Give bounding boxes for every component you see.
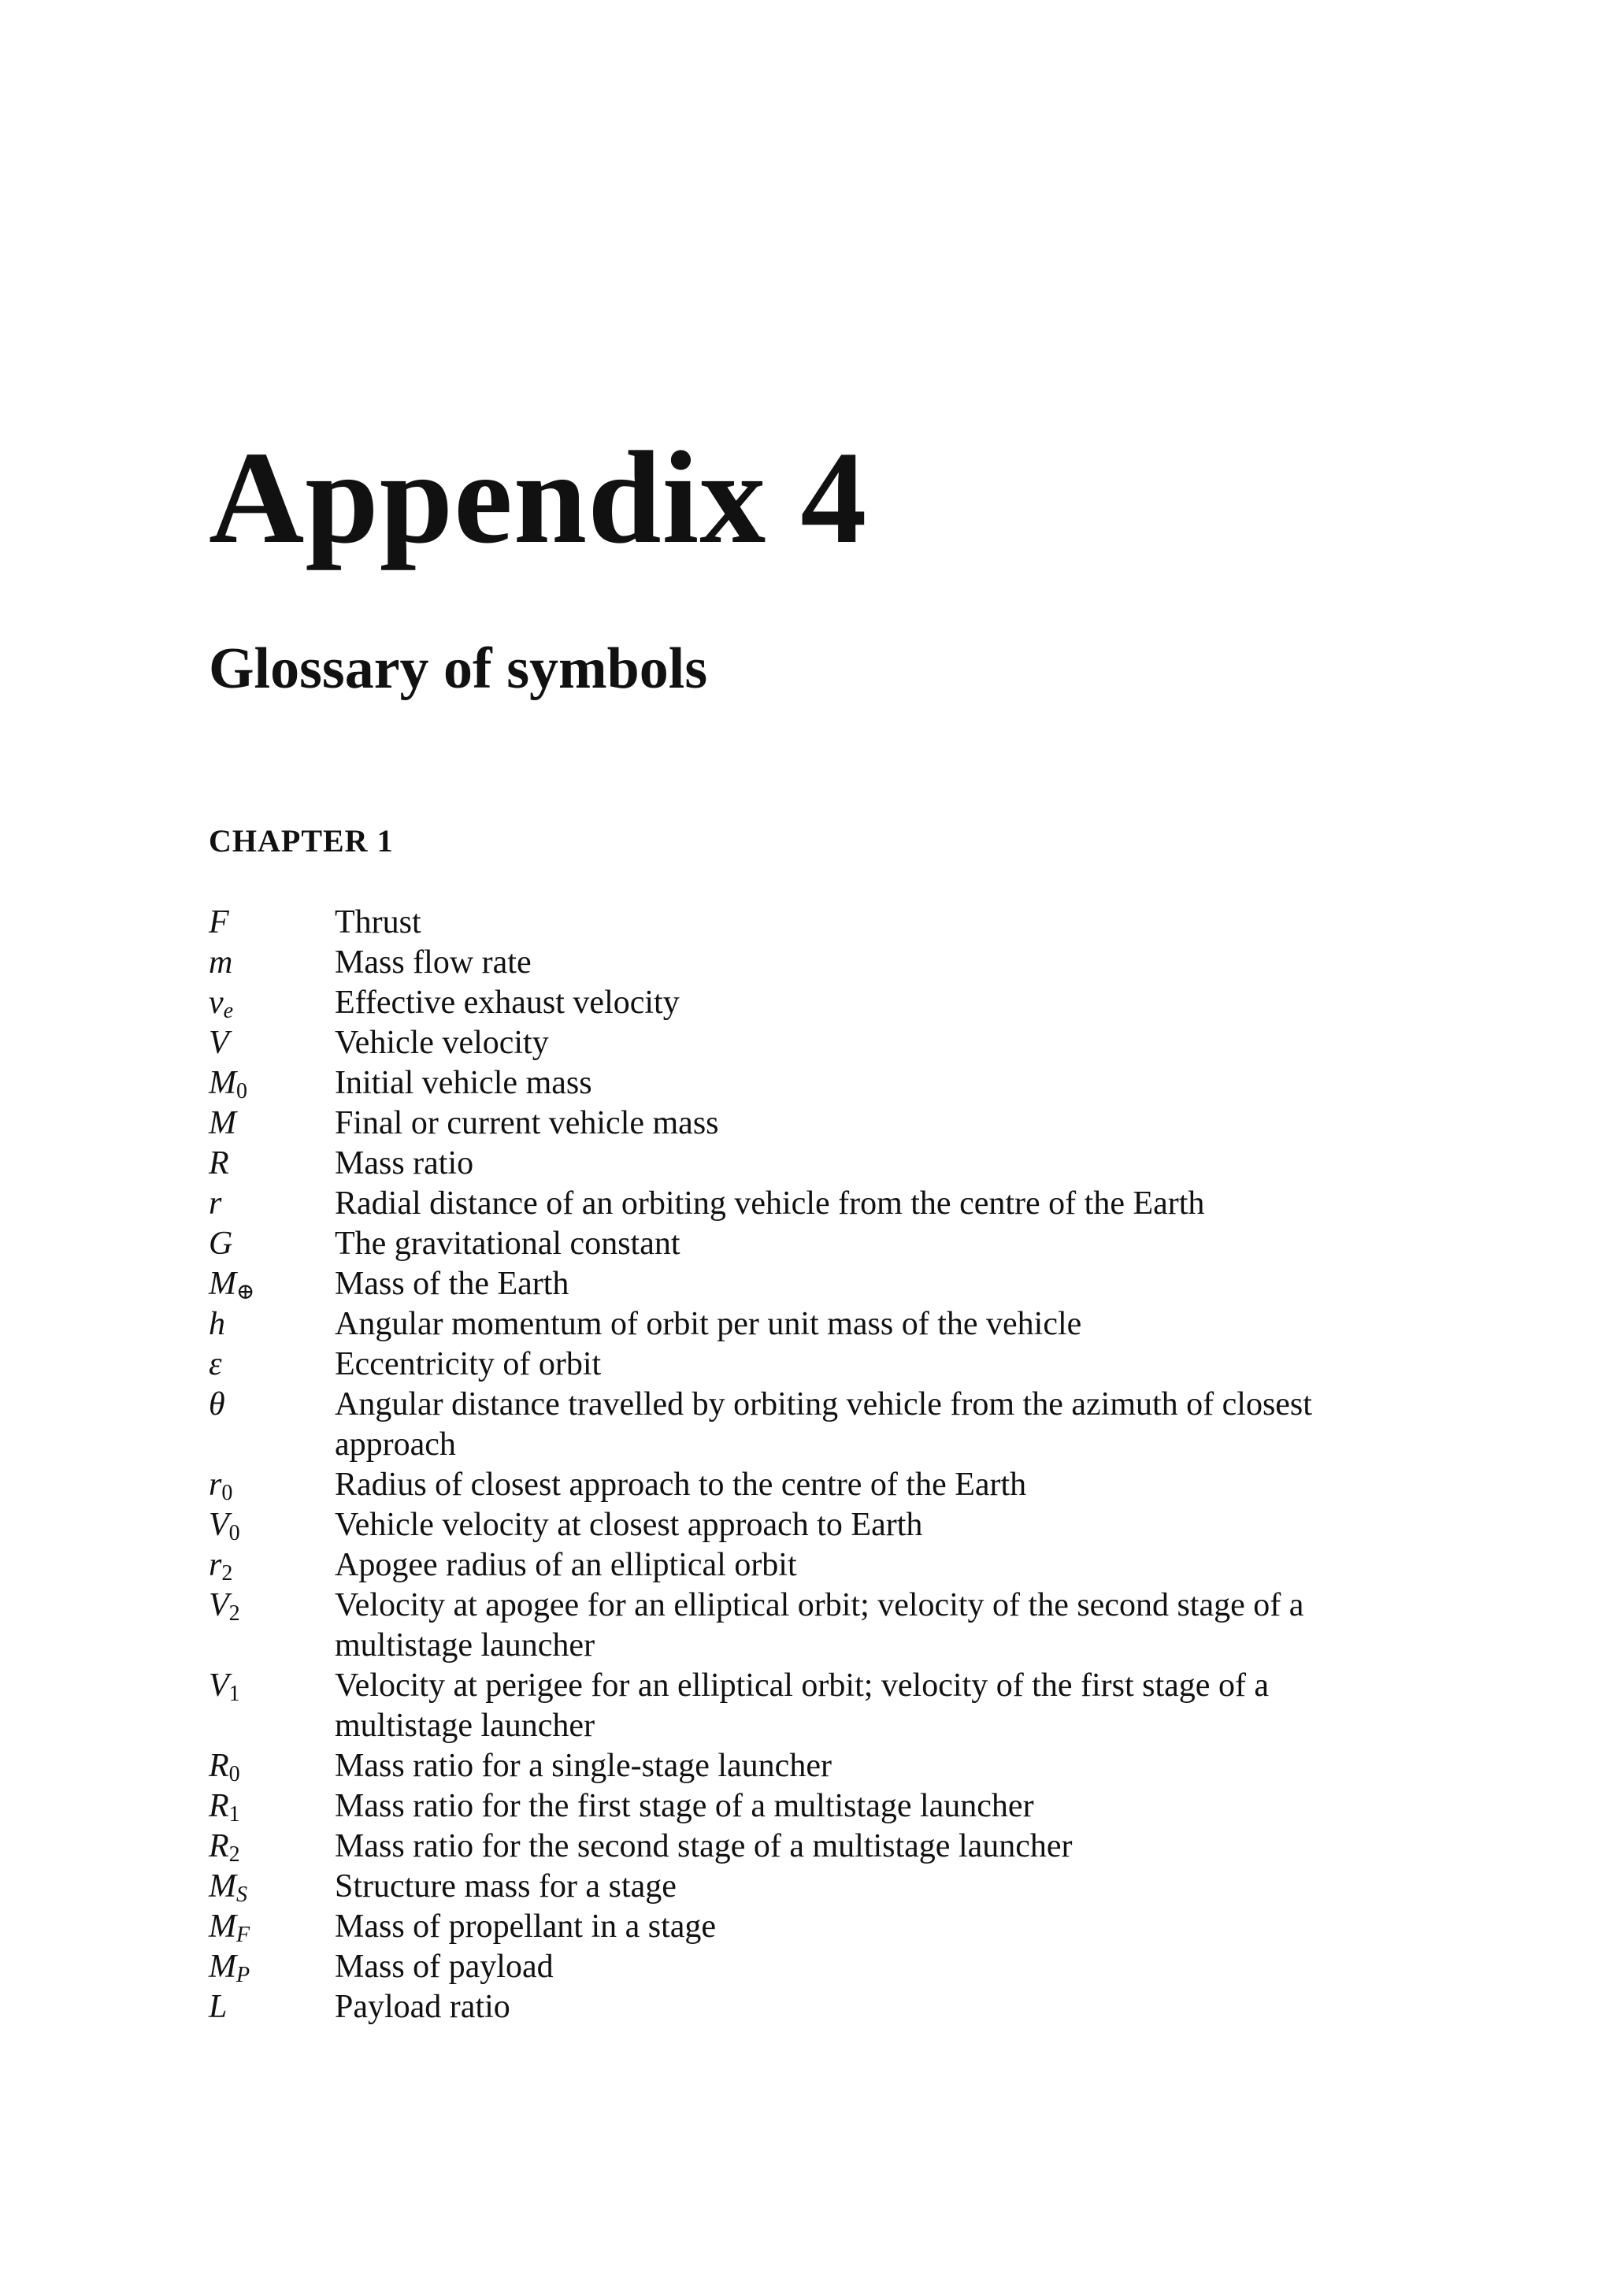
glossary-entry [209, 1063, 1390, 1103]
symbol-base: r [209, 1185, 222, 1222]
glossary-entry [209, 1867, 1390, 1907]
glossary-definition: Mass ratio for the second stage of a multistage launcher [335, 1828, 1073, 1864]
symbol-base: R [209, 1788, 229, 1824]
glossary-definition: Thrust [335, 904, 421, 940]
glossary-symbol [209, 1063, 335, 1103]
glossary-symbol [209, 1304, 335, 1345]
glossary-entry [209, 1586, 1390, 1666]
symbol-base: G [209, 1226, 233, 1262]
glossary-entry [209, 1264, 1390, 1304]
symbol-base: m [209, 944, 233, 981]
glossary-list [209, 903, 1390, 2027]
symbol-subscript: S [236, 1882, 247, 1907]
symbol-base: R [209, 1145, 229, 1181]
symbol-base: M [209, 1105, 236, 1141]
glossary-symbol [209, 1746, 335, 1786]
glossary-definition: Radius of closest approach to the centre of the Earth [335, 1467, 1027, 1503]
glossary-definition: Payload ratio [335, 1989, 510, 2025]
symbol-subscript: 0 [221, 1481, 233, 1505]
glossary-symbol [209, 1465, 335, 1505]
glossary-symbol [209, 1103, 335, 1144]
glossary-entry [209, 1827, 1390, 1867]
glossary-symbol [209, 1345, 335, 1385]
glossary-symbol [209, 1144, 335, 1184]
glossary-entry [209, 903, 1390, 943]
glossary-symbol [209, 1264, 335, 1304]
glossary-symbol [209, 983, 335, 1023]
glossary-definition: Mass of payload [335, 1949, 554, 1985]
glossary-definition: Apogee radius of an elliptical orbit [335, 1547, 797, 1583]
symbol-subscript: 0 [228, 1762, 240, 1786]
symbol-base: R [209, 1828, 229, 1864]
symbol-base: r [209, 1467, 222, 1503]
symbol-subscript: P [236, 1963, 250, 1987]
symbol-base: R [209, 1748, 229, 1784]
glossary-entry [209, 1385, 1390, 1465]
glossary-entry [209, 1666, 1390, 1746]
glossary-symbol [209, 1907, 335, 1947]
glossary-definition: The gravitational constant [335, 1226, 680, 1262]
glossary-entry [209, 1144, 1390, 1184]
symbol-subscript: F [236, 1923, 250, 1947]
symbol-subscript: 1 [228, 1682, 240, 1706]
glossary-entry [209, 1184, 1390, 1224]
glossary-definition: Eccentricity of orbit [335, 1346, 602, 1382]
symbol-base: F [209, 904, 229, 940]
glossary-definition: Vehicle velocity [335, 1025, 549, 1061]
glossary-symbol [209, 1947, 335, 1987]
symbol-base: M [209, 1266, 236, 1302]
symbol-base: M [209, 1949, 236, 1985]
symbol-base: M [209, 1065, 236, 1101]
glossary-entry [209, 1545, 1390, 1586]
glossary-definition: Velocity at perigee for an elliptical orbit; velocity of the first stage of a multistage launcher [335, 1667, 1270, 1744]
glossary-symbol [209, 1184, 335, 1224]
glossary-symbol [209, 1827, 335, 1867]
glossary-definition: Effective exhaust velocity [335, 985, 680, 1021]
symbol-base: M [209, 1868, 236, 1905]
symbol-base: ε [209, 1346, 222, 1382]
symbol-base: v [209, 985, 224, 1021]
glossary-definition: Angular distance travelled by orbiting vehicle from the azimuth of closest approach [335, 1386, 1312, 1463]
symbol-subscript: e [223, 999, 234, 1023]
glossary-entry [209, 1465, 1390, 1505]
glossary-definition: Mass ratio for the first stage of a multistage launcher [335, 1788, 1034, 1824]
glossary-definition: Velocity at apogee for an elliptical orbit; velocity of the second stage of a multistage launcher [335, 1587, 1304, 1664]
glossary-entry [209, 1304, 1390, 1345]
symbol-base: r [209, 1547, 222, 1583]
glossary-symbol [209, 1224, 335, 1264]
glossary-title: Glossary of symbols [209, 636, 708, 701]
symbol-base: V [209, 1507, 229, 1543]
glossary-definition: Mass of propellant in a stage [335, 1908, 717, 1945]
glossary-entry [209, 1505, 1390, 1545]
symbol-subscript: 2 [228, 1601, 240, 1626]
symbol-base: V [209, 1025, 229, 1061]
glossary-definition: Vehicle velocity at closest approach to Earth [335, 1507, 923, 1543]
glossary-symbol [209, 1666, 335, 1746]
chapter-heading: CHAPTER 1 [209, 823, 394, 859]
glossary-definition: Mass ratio for a single-stage launcher [335, 1748, 832, 1784]
glossary-symbol [209, 1023, 335, 1063]
symbol-base: V [209, 1587, 229, 1623]
glossary-entry [209, 1786, 1390, 1827]
glossary-entry [209, 943, 1390, 983]
glossary-entry [209, 983, 1390, 1023]
glossary-entry [209, 1345, 1390, 1385]
symbol-subscript: 0 [236, 1079, 247, 1103]
glossary-definition: Mass flow rate [335, 944, 532, 981]
glossary-symbol [209, 1505, 335, 1545]
symbol-base: M [209, 1908, 236, 1945]
symbol-base: h [209, 1306, 225, 1342]
symbol-base: L [209, 1989, 228, 2025]
symbol-subscript: ⊕ [236, 1280, 255, 1304]
glossary-symbol [209, 903, 335, 943]
symbol-base: θ [209, 1386, 225, 1422]
glossary-entry [209, 1987, 1390, 2027]
glossary-symbol [209, 943, 335, 983]
appendix-title: Appendix 4 [209, 425, 868, 571]
glossary-entry [209, 1023, 1390, 1063]
glossary-definition: Structure mass for a stage [335, 1868, 677, 1905]
glossary-symbol [209, 1786, 335, 1827]
symbol-subscript: 2 [221, 1561, 233, 1586]
glossary-entry [209, 1103, 1390, 1144]
glossary-entry [209, 1947, 1390, 1987]
glossary-entry [209, 1224, 1390, 1264]
symbol-subscript: 2 [228, 1842, 240, 1867]
glossary-symbol [209, 1385, 335, 1465]
symbol-subscript: 1 [228, 1802, 240, 1827]
glossary-definition: Mass of the Earth [335, 1266, 569, 1302]
glossary-definition: Final or current vehicle mass [335, 1105, 719, 1141]
glossary-entry [209, 1746, 1390, 1786]
glossary-symbol [209, 1586, 335, 1666]
symbol-base: V [209, 1667, 229, 1704]
symbol-subscript: 0 [228, 1521, 240, 1545]
glossary-definition: Angular momentum of orbit per unit mass of the vehicle [335, 1306, 1082, 1342]
glossary-definition: Initial vehicle mass [335, 1065, 592, 1101]
glossary-symbol [209, 1987, 335, 2027]
glossary-definition: Radial distance of an orbiting vehicle from the centre of the Earth [335, 1185, 1205, 1222]
glossary-symbol [209, 1867, 335, 1907]
glossary-definition: Mass ratio [335, 1145, 474, 1181]
glossary-symbol [209, 1545, 335, 1586]
glossary-entry [209, 1907, 1390, 1947]
